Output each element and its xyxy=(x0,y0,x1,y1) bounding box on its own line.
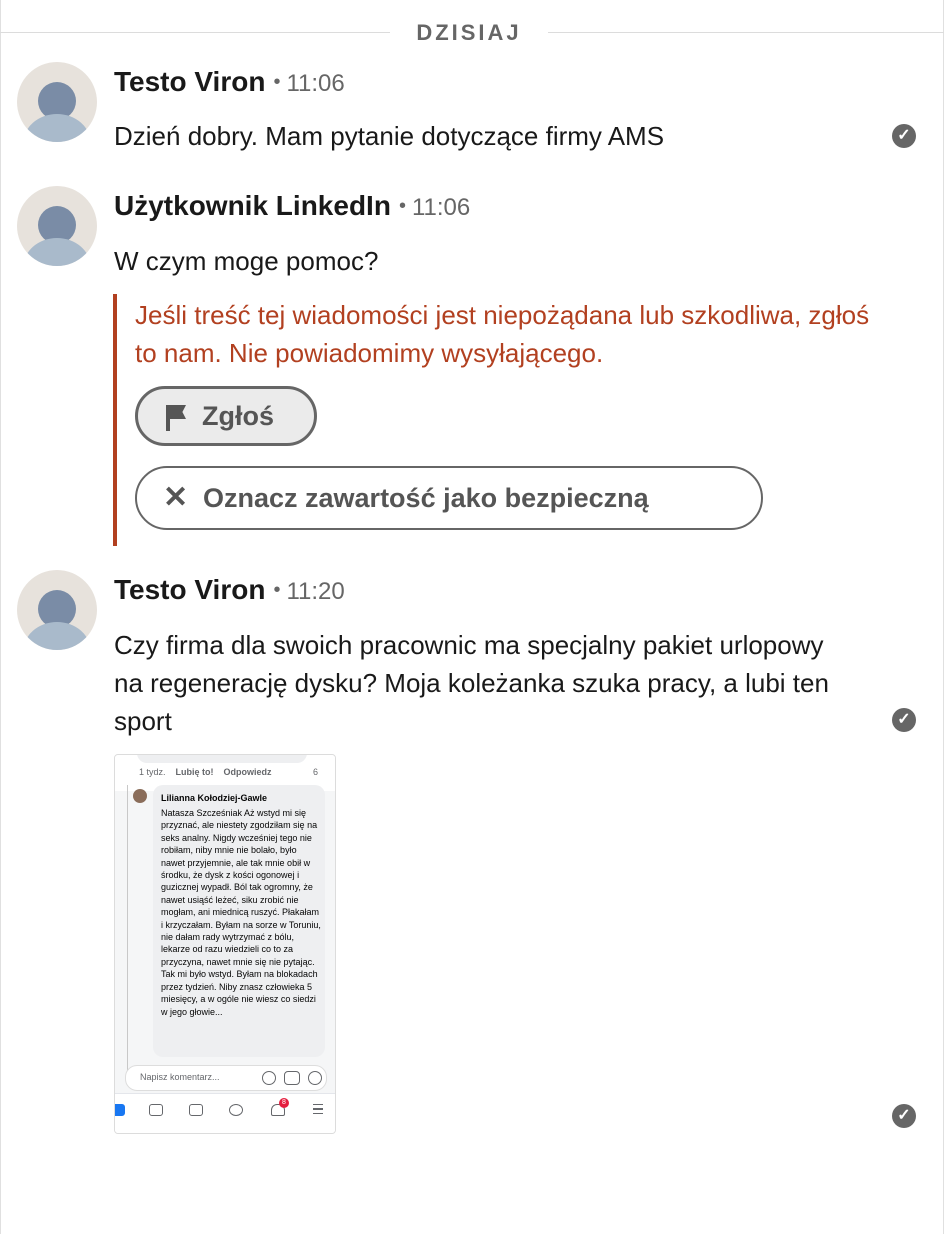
gif-icon xyxy=(284,1071,300,1085)
sender-avatar[interactable] xyxy=(17,570,97,650)
comment-bubble xyxy=(153,785,325,1057)
safety-warning xyxy=(113,294,907,546)
report-button-label: Zgłoś xyxy=(202,401,274,431)
message-header xyxy=(114,188,470,226)
thread-line xyxy=(127,785,128,1085)
checkmark-circle-icon: ✓ xyxy=(892,1104,916,1128)
separator-dot: • xyxy=(398,195,406,217)
sticker-icon xyxy=(262,1071,276,1085)
comment-reaction-count: 6 xyxy=(313,767,319,777)
checkmark-circle-icon: ✓ xyxy=(892,124,916,148)
flag-icon xyxy=(164,405,186,431)
comment-input xyxy=(125,1065,327,1091)
comment-text: Natasza Szcześniak Aż wstyd mi się przyznać, ale niestety zgodziłam się na seks analny. Nigdy wcześniej tego nie robiłam, niby mnie nie bolało, było nawet przyjemnie, ale tak mnie obił w środku, że dysk z kości ogonowej i guzicznej wypadł. Ból tak ogromny, że nawet usiąść leżeć, siku zrobić nie mogłam, ani miednicą ruszyć. Płakałam i krzyczałam. Byłam na sorze w Toruniu, nie dałam rady wytrzymać z bólu, lekarze od razu wiedzieli co to za przyczyna, nawet mnie się nie pytając. Tak mi było wstyd. Byłam na blokadach przez tydzień. Niby znasz człowieka 5 miesięcy, a w ogóle nie wiesz co siedzi w jego głowie... xyxy=(161,808,321,1017)
separator-dot: • xyxy=(273,579,281,601)
mark-safe-button[interactable] xyxy=(135,466,763,530)
message-text: W czym moge pomoc? xyxy=(114,246,379,276)
message-text: Czy firma dla swoich pracownic ma specjalny pakiet urlopowy na regenerację dysku? Moja koleżanka szuka pracy, a lubi ten sport xyxy=(114,630,829,736)
mark-safe-button-label: Oznacz zawartość jako bezpieczną xyxy=(203,483,649,513)
checkmark-circle-icon: ✓ xyxy=(892,708,916,732)
message-time: 11:20 xyxy=(286,578,345,605)
sender-avatar[interactable] xyxy=(17,62,97,142)
message-header xyxy=(114,572,345,610)
sender-name[interactable]: Użytkownik LinkedIn xyxy=(114,190,391,221)
report-button[interactable] xyxy=(135,386,317,446)
separator-dot: • xyxy=(273,71,281,93)
video-icon xyxy=(189,1104,203,1116)
comment-reply-link: Odpowiedz xyxy=(223,767,272,777)
comment-author-avatar xyxy=(133,789,147,803)
message-time: 11:06 xyxy=(286,70,345,97)
sender-avatar[interactable] xyxy=(17,186,97,266)
day-divider xyxy=(0,14,944,50)
image-attachment[interactable] xyxy=(114,754,336,1134)
emoji-icon xyxy=(308,1071,322,1085)
message-time: 11:06 xyxy=(411,194,471,221)
message-text: Dzień dobry. Mam pytanie dotyczące firmy AMS xyxy=(114,121,665,151)
day-divider-label: DZISIAJ xyxy=(416,20,522,45)
divider-line-left xyxy=(0,32,390,33)
comment-like-link: Lubię to! xyxy=(175,767,214,777)
menu-icon xyxy=(313,1104,323,1114)
home-icon xyxy=(114,1104,125,1116)
sender-name[interactable]: Testo Viron xyxy=(114,66,266,97)
divider-line-right xyxy=(548,32,944,33)
comment-age: 1 tydz. xyxy=(139,767,166,777)
close-icon: ✕ xyxy=(163,481,189,514)
attachment-nav-bar xyxy=(115,1093,335,1134)
friends-icon xyxy=(149,1104,163,1116)
comment-meta xyxy=(139,767,319,777)
safety-warning-text: Jeśli treść tej wiadomości jest niepożądana lub szkodliwa, zgłoś to nam. Nie powiadomimy wysyłającego. xyxy=(135,300,870,368)
message-header xyxy=(114,64,345,102)
notification-badge: 8 xyxy=(279,1098,289,1108)
sender-name[interactable]: Testo Viron xyxy=(114,574,266,605)
dating-icon xyxy=(229,1104,243,1116)
comment-input-placeholder: Napisz komentarz... xyxy=(140,1072,220,1082)
comment-author: Lilianna Kołodziej-Gawle xyxy=(161,793,268,803)
